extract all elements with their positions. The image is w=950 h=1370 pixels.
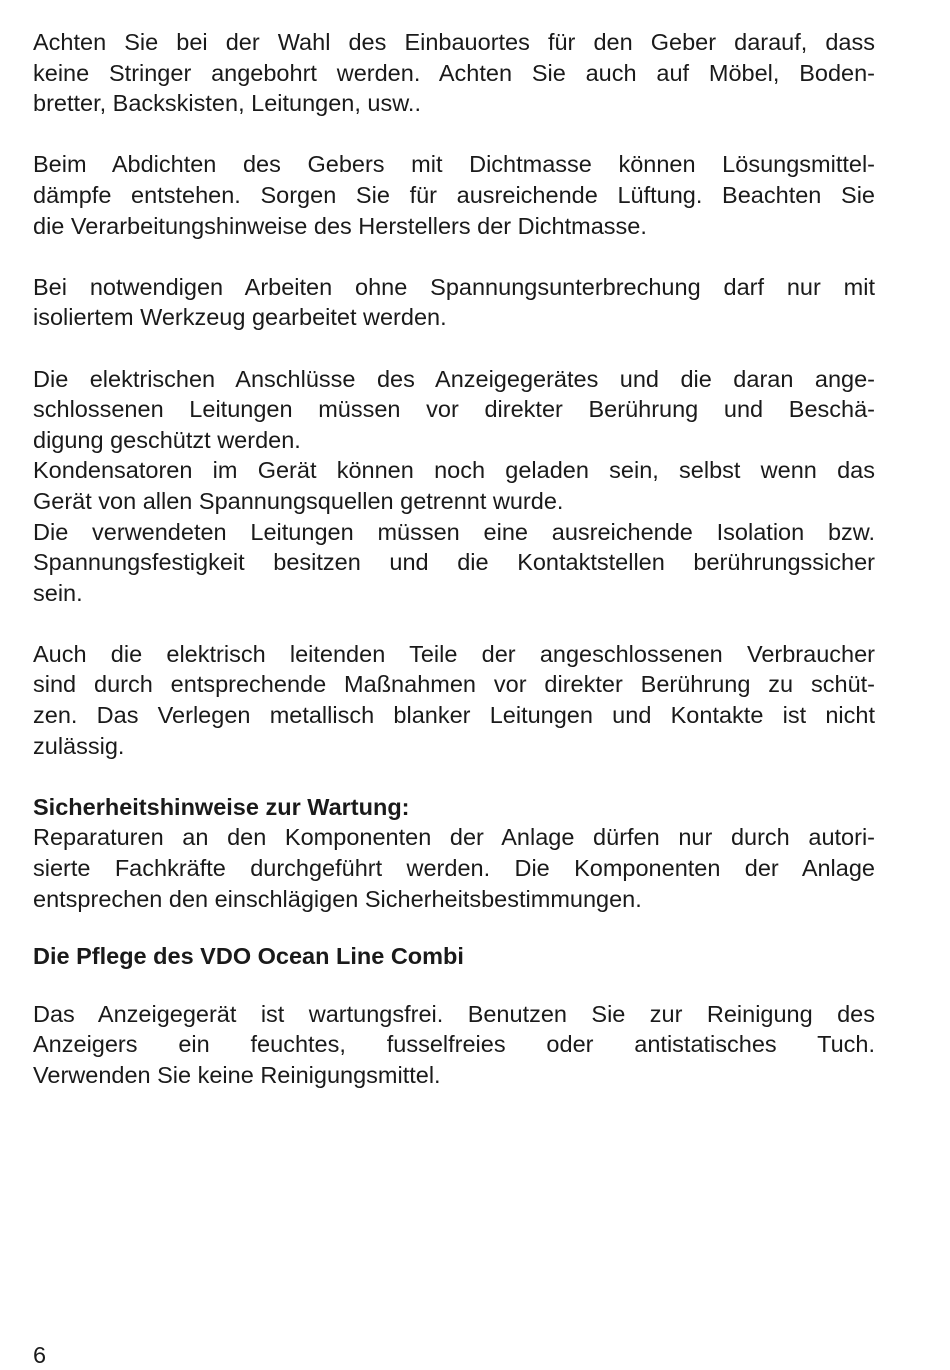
text-line: schlossenen Leitungen müssen vor direkter Berührung und Beschä-	[33, 396, 875, 423]
text-line: digung geschützt werden.	[33, 426, 301, 453]
text-line: Spannungsfestigkeit besitzen und die Kontaktstellen berührungssicher	[33, 549, 875, 576]
text-line: keine Stringer angebohrt werden. Achten Sie auch auf Möbel, Boden-	[33, 59, 875, 86]
paragraph-gap	[33, 914, 875, 941]
text-line: Bei notwendigen Arbeiten ohne Spannungsunterbrechung darf nur mit	[33, 273, 875, 300]
text-line: die Verarbeitungshinweise des Herstellers der Dichtmasse.	[33, 212, 647, 239]
paragraph-care-heading	[33, 941, 875, 972]
text-line: sein.	[33, 579, 83, 606]
page-number: 6	[33, 1342, 47, 1368]
paragraph-gap	[33, 241, 875, 272]
paragraph-sealing	[33, 149, 875, 241]
text-line: Gerät von allen Spannungsquellen getrennt wurde.	[33, 487, 564, 514]
text-line: zulässig.	[33, 732, 125, 759]
paragraph-gap	[33, 761, 875, 792]
paragraph-gap	[33, 119, 875, 150]
text-line: zen. Das Verlegen metallisch blanker Leitungen und Kontakte ist nicht	[33, 702, 875, 729]
section-heading: Die Pflege des VDO Ocean Line Combi	[33, 943, 464, 970]
text-line: isoliertem Werkzeug gearbeitet werden.	[33, 304, 447, 331]
text-line: Das Anzeigegerät ist wartungsfrei. Benutzen Sie zur Reinigung des	[33, 1000, 875, 1027]
document-page	[33, 27, 875, 1091]
paragraph-electrical-connections	[33, 364, 875, 609]
text-line: sierte Fachkräfte durchgeführt werden. Die Komponenten der Anlage	[33, 855, 875, 882]
paragraph-gap	[33, 333, 875, 364]
section-heading: Sicherheitshinweise zur Wartung:	[33, 793, 410, 820]
paragraph-gap	[33, 972, 875, 999]
paragraph-mounting-location	[33, 27, 875, 119]
text-line: Anzeigers ein feuchtes, fusselfreies oder antistatisches Tuch.	[33, 1031, 875, 1058]
text-line: Die elektrischen Anschlüsse des Anzeigegerätes und die daran ange-	[33, 365, 875, 392]
text-line: bretter, Backskisten, Leitungen, usw..	[33, 90, 421, 117]
paragraph-maintenance-safety	[33, 792, 875, 914]
paragraph-care	[33, 999, 875, 1091]
paragraph-conductive-parts	[33, 639, 875, 761]
text-line: entsprechen den einschlägigen Sicherheitsbestimmungen.	[33, 885, 642, 912]
text-line: Beim Abdichten des Gebers mit Dichtmasse können Lösungsmittel-	[33, 151, 875, 178]
text-line: Kondensatoren im Gerät können noch geladen sein, selbst wenn das	[33, 457, 875, 484]
text-line: Achten Sie bei der Wahl des Einbauortes für den Geber darauf, dass	[33, 29, 875, 55]
text-line: Auch die elektrisch leitenden Teile der angeschlossenen Verbraucher	[33, 640, 875, 667]
text-line: Verwenden Sie keine Reinigungsmittel.	[33, 1062, 441, 1088]
paragraph-gap	[33, 608, 875, 639]
text-line: sind durch entsprechende Maßnahmen vor direkter Berührung zu schüt-	[33, 671, 875, 698]
text-line: Die verwendeten Leitungen müssen eine ausreichende Isolation bzw.	[33, 518, 875, 545]
paragraph-live-work	[33, 272, 875, 333]
text-line: Reparaturen an den Komponenten der Anlage dürfen nur durch autori-	[33, 824, 875, 851]
text-line: dämpfe entstehen. Sorgen Sie für ausreichende Lüftung. Beachten Sie	[33, 181, 875, 208]
